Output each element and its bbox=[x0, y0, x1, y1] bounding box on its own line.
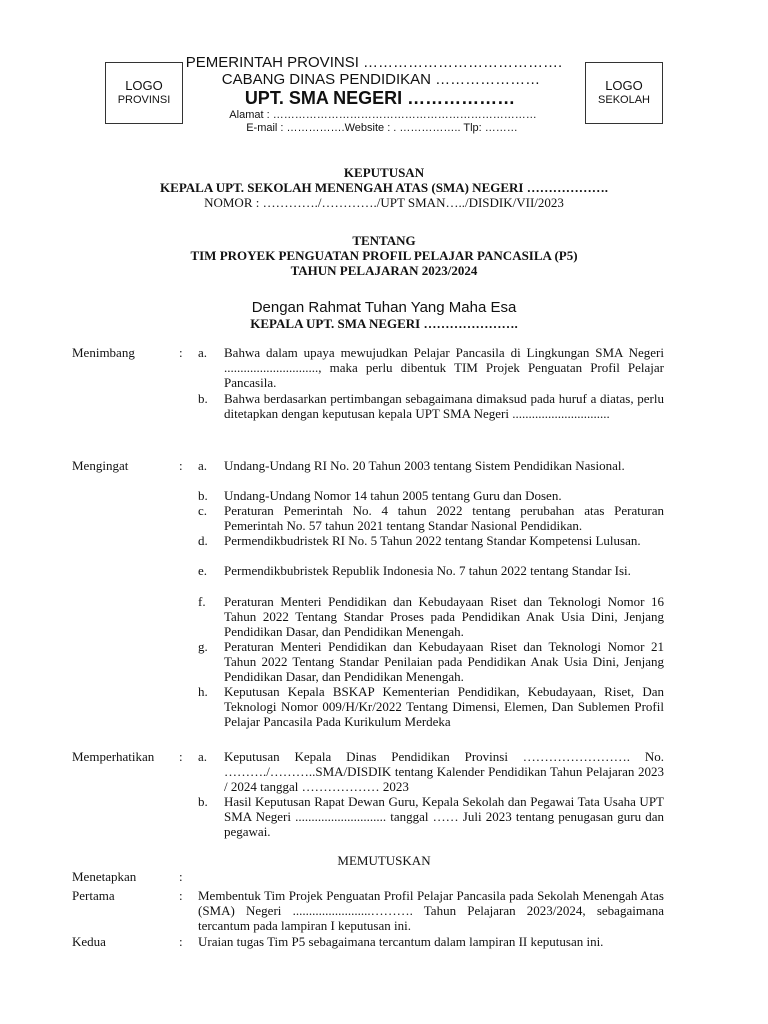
memutuskan-heading: MEMUTUSKAN bbox=[337, 853, 431, 868]
mengingat-item-g: Peraturan Menteri Pendidikan dan Kebudayaan Riset dan Teknologi Nomor 21 Tahun 2022 Tentang Standar Penilaian pada Pendidikan Anak Usia Dini, Jenjang Pendidikan Dasar, dan Pendidikan Menengah. bbox=[224, 639, 664, 684]
menimbang-letter-a: a. bbox=[198, 345, 208, 360]
mengingat-item-e: Permendikbubristek Republik Indonesia No. 7 tahun 2022 tentang Standar Isi. bbox=[224, 563, 631, 578]
decree-issuer: KEPALA UPT. SEKOLAH MENENGAH ATAS (SMA) NEGERI ………………. bbox=[160, 180, 608, 195]
logo-sekolah-label: LOGO bbox=[605, 78, 643, 93]
mengingat-item-d: Permendikbudristek RI No. 5 Tahun 2022 tentang Standar Kompetensi Lulusan. bbox=[224, 533, 641, 548]
memperhatikan-item-a: Keputusan Kepala Dinas Pendidikan Provinsi ……………………. No. ………./………..SMA/DISDIK tentang Kalender Pendidikan Tahun Pelajaran 2023 / 2024 tanggal ……………… 2023 bbox=[224, 749, 664, 794]
memperhatikan-item-b: Hasil Keputusan Rapat Dewan Guru, Kepala Sekolah dan Pegawai Tata Usaha UPT SMA Negeri ............................ tanggal …… Juli 2023 tentang penugasan guru dan pegawai. bbox=[224, 794, 664, 839]
mengingat-letter-g: g. bbox=[198, 639, 208, 654]
decree-number: NOMOR : …………./…………./UPT SMAN…../DISDIK/VII/2023 bbox=[204, 195, 564, 210]
header-branch-office: CABANG DINAS PENDIDIKAN ………………… bbox=[221, 71, 541, 88]
memperhatikan-letter-a: a. bbox=[198, 749, 208, 764]
memperhatikan-letter-b: b. bbox=[198, 794, 208, 809]
memperhatikan-colon: : bbox=[179, 749, 183, 764]
mengingat-label: Mengingat bbox=[72, 458, 129, 473]
mengingat-item-h: Keputusan Kepala BSKAP Kementerian Pendidikan, Kebudayaan, Riset, Dan Teknologi Nomor 009/H/Kr/2022 Tentang Dimensi, Elemen, Dan Sublemen Profil Pelajar Pancasila Pada Kurikulum Merdeka bbox=[224, 684, 664, 729]
mengingat-item-b: Undang-Undang Nomor 14 tahun 2005 tentang Guru dan Dosen. bbox=[224, 488, 562, 503]
logo-sekolah-sublabel: SEKOLAH bbox=[598, 94, 650, 106]
opening-blessing: Dengan Rahmat Tuhan Yang Maha Esa bbox=[251, 299, 517, 316]
mengingat-letter-e: e. bbox=[198, 563, 208, 578]
mengingat-letter-b: b. bbox=[198, 488, 208, 503]
logo-provinsi-sublabel: PROVINSI bbox=[117, 94, 171, 106]
subject-line-1: TIM PROYEK PENGUATAN PROFIL PELAJAR PANCASILA (P5) bbox=[190, 248, 578, 263]
header-contact: E-mail : …………….Website : . …………….. Tlp: ……… bbox=[246, 122, 518, 134]
mengingat-letter-a: a. bbox=[198, 458, 208, 473]
mengingat-letter-f: f. bbox=[198, 594, 206, 609]
menetapkan-colon: : bbox=[179, 869, 183, 884]
pertama-label: Pertama bbox=[72, 888, 115, 903]
decree-title: KEPUTUSAN bbox=[343, 165, 425, 180]
memperhatikan-label: Memperhatikan bbox=[72, 749, 155, 764]
subject-label: TENTANG bbox=[352, 233, 416, 248]
kedua-text: Uraian tugas Tim P5 sebagaimana tercantum dalam lampiran II keputusan ini. bbox=[198, 934, 604, 949]
header-government: PEMERINTAH PROVINSI …………………………………. bbox=[185, 54, 563, 71]
header-school-name: UPT. SMA NEGERI ……………… bbox=[244, 88, 516, 108]
opening-official: KEPALA UPT. SMA NEGERI …………………. bbox=[250, 316, 518, 331]
mengingat-letter-h: h. bbox=[198, 684, 208, 699]
pertama-text: Membentuk Tim Projek Penguatan Profil Pelajar Pancasila pada Sekolah Menengah Atas (SMA) Negeri ........................………. Tahun Pelajaran 2023/2024, sebagaimana tercantum pada lampiran I keputusan ini. bbox=[198, 888, 664, 933]
mengingat-item-c: Peraturan Pemerintah No. 4 tahun 2022 tentang perubahan atas Peraturan Pemerintah No. 57 tahun 2021 tentang Standar Nasional Pendidikan. bbox=[224, 503, 664, 533]
mengingat-letter-d: d. bbox=[198, 533, 208, 548]
subject-line-2: TAHUN PELAJARAN 2023/2024 bbox=[290, 263, 478, 278]
menetapkan-label: Menetapkan bbox=[72, 869, 137, 884]
menimbang-item-b: Bahwa berdasarkan pertimbangan sebagaimana dimaksud pada huruf a diatas, perlu ditetapkan dengan keputusan kepala UPT SMA Negeri .............................. bbox=[224, 391, 664, 421]
kedua-colon: : bbox=[179, 934, 183, 949]
mengingat-item-f: Peraturan Menteri Pendidikan dan Kebudayaan Riset dan Teknologi Nomor 16 Tahun 2022 Tentang Standar Proses pada Pendidikan Anak Usia Dini, Jenjang Pendidikan Dasar, dan Pendidikan Menengah. bbox=[224, 594, 664, 639]
mengingat-colon: : bbox=[179, 458, 183, 473]
logo-provinsi-label: LOGO bbox=[125, 78, 163, 93]
pertama-colon: : bbox=[179, 888, 183, 903]
menimbang-letter-b: b. bbox=[198, 391, 208, 406]
mengingat-item-a: Undang-Undang RI No. 20 Tahun 2003 tentang Sistem Pendidikan Nasional. bbox=[224, 458, 625, 473]
mengingat-letter-c: c. bbox=[198, 503, 208, 518]
menimbang-item-a: Bahwa dalam upaya mewujudkan Pelajar Pancasila di Lingkungan SMA Negeri ............................., maka perlu dibentuk TIM Projek Penguatan Profil Pelajar Pancasila. bbox=[224, 345, 664, 390]
kedua-label: Kedua bbox=[72, 934, 106, 949]
header-address: Alamat : ……………………………………………………………… bbox=[229, 109, 537, 121]
menimbang-label: Menimbang bbox=[72, 345, 135, 360]
menimbang-colon: : bbox=[179, 345, 183, 360]
